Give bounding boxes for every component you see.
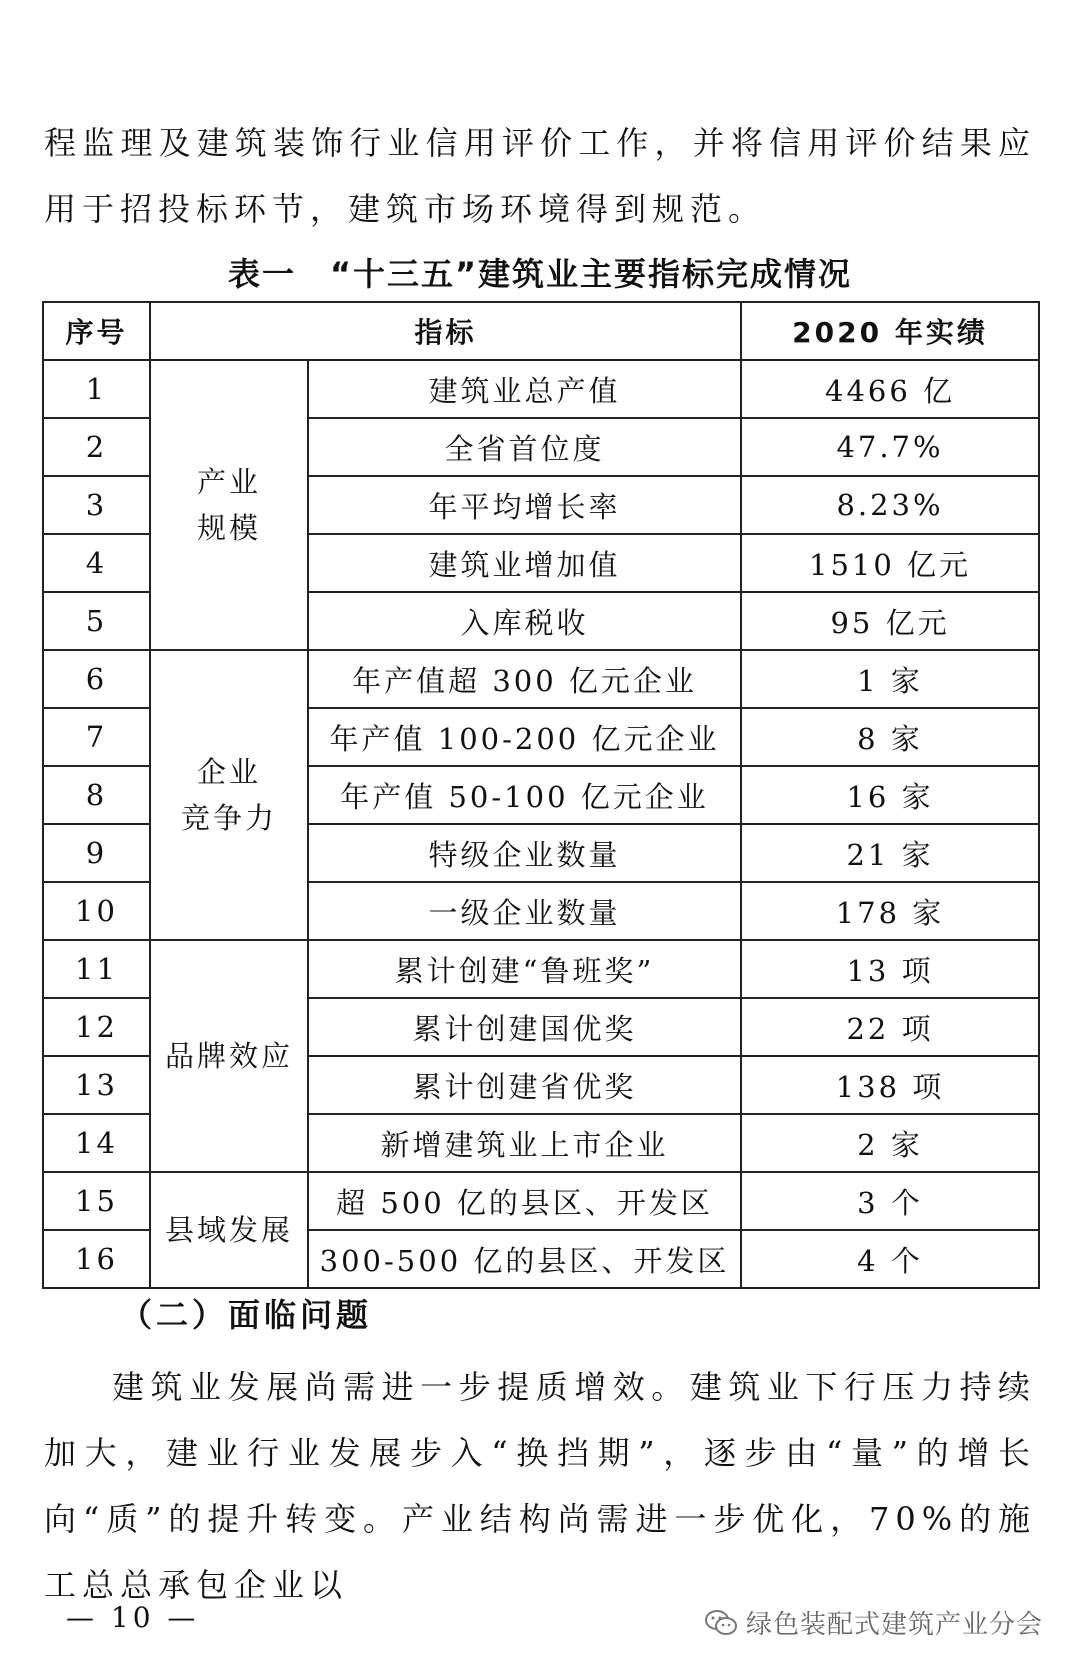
row-seq: 4 bbox=[43, 534, 150, 592]
watermark bbox=[704, 1604, 1043, 1641]
row-result: 95 亿元 bbox=[741, 592, 1039, 650]
row-indicator: 建筑业总产值 bbox=[308, 360, 741, 418]
row-indicator: 年产值 50-100 亿元企业 bbox=[308, 766, 741, 824]
row-indicator: 累计创建国优奖 bbox=[308, 998, 741, 1056]
row-indicator: 新增建筑业上市企业 bbox=[308, 1114, 741, 1172]
row-seq: 15 bbox=[43, 1172, 150, 1230]
row-result: 8.23% bbox=[741, 476, 1039, 534]
table-row bbox=[43, 940, 1039, 998]
row-indicator: 入库税收 bbox=[308, 592, 741, 650]
row-indicator: 一级企业数量 bbox=[308, 882, 741, 940]
table-row bbox=[43, 360, 1039, 418]
category-cell: 企业 竞争力 bbox=[150, 650, 308, 940]
row-result: 22 项 bbox=[741, 998, 1039, 1056]
section-heading: （二）面临问题 bbox=[120, 1296, 373, 1334]
category-cell: 县域发展 bbox=[150, 1172, 308, 1288]
row-seq: 10 bbox=[43, 882, 150, 940]
row-result: 13 项 bbox=[741, 940, 1039, 998]
table-row bbox=[43, 650, 1039, 708]
row-result: 47.7% bbox=[741, 418, 1039, 476]
row-result: 3 个 bbox=[741, 1172, 1039, 1230]
row-indicator: 特级企业数量 bbox=[308, 824, 741, 882]
row-indicator: 建筑业增加值 bbox=[308, 534, 741, 592]
row-seq: 14 bbox=[43, 1114, 150, 1172]
row-result: 4466 亿 bbox=[741, 360, 1039, 418]
header-result: 2020 年实绩 bbox=[741, 302, 1039, 360]
row-indicator: 年产值超 300 亿元企业 bbox=[308, 650, 741, 708]
row-seq: 1 bbox=[43, 360, 150, 418]
category-cell: 产业 规模 bbox=[150, 360, 308, 650]
row-result: 16 家 bbox=[741, 766, 1039, 824]
table-title: 表一 “十三五”建筑业主要指标完成情况 bbox=[227, 255, 853, 293]
row-seq: 7 bbox=[43, 708, 150, 766]
row-indicator: 全省首位度 bbox=[308, 418, 741, 476]
header-indicator: 指标 bbox=[150, 302, 741, 360]
row-seq: 8 bbox=[43, 766, 150, 824]
row-seq: 5 bbox=[43, 592, 150, 650]
row-seq: 3 bbox=[43, 476, 150, 534]
intro-paragraph: 程监理及建筑装饰行业信用评价工作，并将信用评价结果应用于招投标环节，建筑市场环境得到规范。 bbox=[44, 124, 1036, 228]
wechat-icon bbox=[704, 1609, 738, 1637]
row-seq: 9 bbox=[43, 824, 150, 882]
header-seq: 序号 bbox=[43, 302, 150, 360]
row-result: 178 家 bbox=[741, 882, 1039, 940]
row-result: 138 项 bbox=[741, 1056, 1039, 1114]
row-seq: 2 bbox=[43, 418, 150, 476]
row-result: 1510 亿元 bbox=[741, 534, 1039, 592]
row-result: 21 家 bbox=[741, 824, 1039, 882]
page-number: — 10 — bbox=[66, 1601, 200, 1634]
row-indicator: 年产值 100-200 亿元企业 bbox=[308, 708, 741, 766]
body-paragraph: 建筑业发展尚需进一步提质增效。建筑业下行压力持续加大，建业行业发展步入“换挡期”，逐步由“量”的增长向“质”的提升转变。产业结构尚需进一步优化，70%的施工总总承包企业以 bbox=[44, 1368, 1036, 1604]
row-seq: 12 bbox=[43, 998, 150, 1056]
row-result: 8 家 bbox=[741, 708, 1039, 766]
row-indicator: 超 500 亿的县区、开发区 bbox=[308, 1172, 741, 1230]
row-seq: 13 bbox=[43, 1056, 150, 1114]
row-indicator: 累计创建“鲁班奖” bbox=[308, 940, 741, 998]
row-seq: 16 bbox=[43, 1230, 150, 1288]
row-seq: 6 bbox=[43, 650, 150, 708]
watermark-text: 绿色装配式建筑产业分会 bbox=[746, 1610, 1044, 1640]
table-header-row bbox=[43, 302, 1039, 360]
table-row bbox=[43, 1172, 1039, 1230]
row-indicator: 年平均增长率 bbox=[308, 476, 741, 534]
indicator-table bbox=[42, 301, 1040, 1289]
row-result: 1 家 bbox=[741, 650, 1039, 708]
row-result: 2 家 bbox=[741, 1114, 1039, 1172]
row-indicator: 累计创建省优奖 bbox=[308, 1056, 741, 1114]
category-cell: 品牌效应 bbox=[150, 940, 308, 1172]
row-indicator: 300-500 亿的县区、开发区 bbox=[308, 1230, 741, 1288]
row-result: 4 个 bbox=[741, 1230, 1039, 1288]
row-seq: 11 bbox=[43, 940, 150, 998]
